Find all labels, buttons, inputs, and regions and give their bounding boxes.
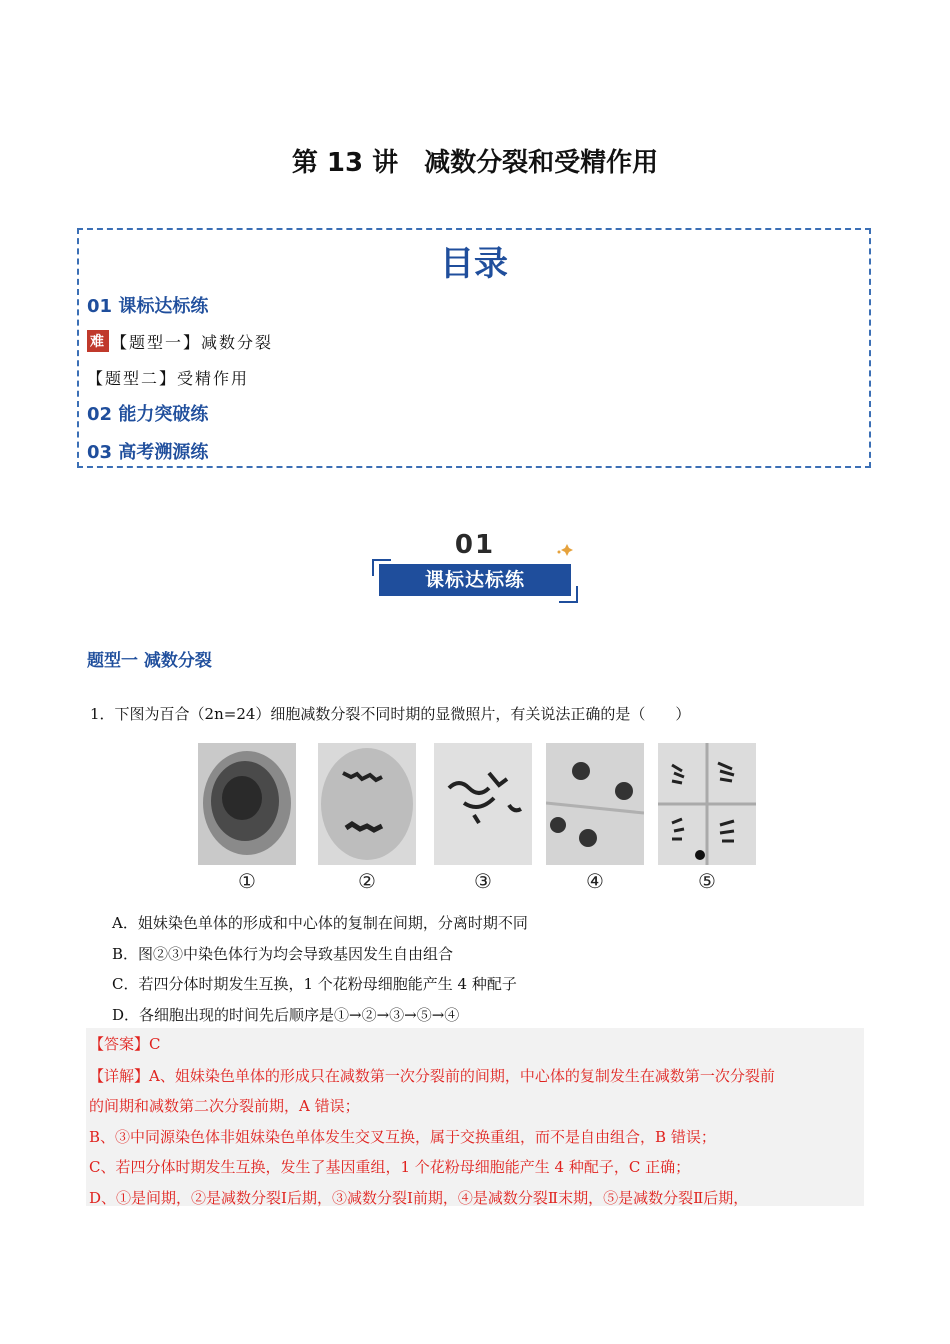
toc-item-standards[interactable]: 01 课标达标练 bbox=[87, 296, 209, 317]
answer-panel bbox=[86, 1028, 864, 1206]
toc-item-ability[interactable]: 02 能力突破练 bbox=[87, 404, 209, 425]
difficulty-badge: 难 bbox=[87, 330, 109, 352]
banner-number: 01 bbox=[454, 530, 496, 560]
option-d[interactable]: D．各细胞出现的时间先后顺序是①→②→③→⑤→④ bbox=[112, 1006, 460, 1024]
option-c[interactable]: C．若四分体时期发生互换，1 个花粉母细胞能产生 4 种配子 bbox=[112, 975, 517, 993]
micrograph-strip bbox=[198, 743, 758, 893]
micrograph-4 bbox=[546, 743, 644, 865]
explanation-line-4: C、若四分体时期发生互换，发生了基因重组，1 个花粉母细胞能产生 4 种配子，C 正确； bbox=[89, 1158, 691, 1176]
micrograph-label-3: ③ bbox=[474, 869, 492, 893]
explanation-line-2: 的间期和减数第二次分裂前期，A 错误； bbox=[89, 1097, 360, 1115]
toc-item-exam[interactable]: 03 高考溯源练 bbox=[87, 442, 209, 463]
explanation-line-3: B、③中同源染色体非姐妹染色单体发生交叉互换，属于交换重组，而不是自由组合，B 错误； bbox=[89, 1128, 716, 1146]
micrograph-3 bbox=[434, 743, 532, 865]
micrograph-label-1: ① bbox=[238, 869, 256, 893]
explanation-line-5: D、①是间期，②是减数分裂Ⅰ后期，③减数分裂Ⅰ前期，④是减数分裂Ⅱ末期，⑤是减数分裂Ⅱ后期， bbox=[89, 1189, 749, 1207]
micrograph-label-2: ② bbox=[358, 869, 376, 893]
micrograph-5 bbox=[658, 743, 756, 865]
option-a[interactable]: A．姐妹染色单体的形成和中心体的复制在间期，分离时期不同 bbox=[112, 914, 528, 932]
toc-heading: 目录 bbox=[440, 244, 508, 284]
section-title: 题型一 减数分裂 bbox=[87, 651, 212, 671]
answer-line: 【答案】C bbox=[89, 1035, 161, 1053]
option-b[interactable]: B．图②③中染色体行为均会导致基因发生自由组合 bbox=[112, 945, 454, 963]
micrograph-label-4: ④ bbox=[586, 869, 604, 893]
question-stem: 1．下图为百合（2n=24）细胞减数分裂不同时期的显微照片，有关说法正确的是（ ） bbox=[90, 705, 691, 723]
micrograph-label-5: ⑤ bbox=[698, 869, 716, 893]
explanation-line-1: 【详解】A、姐妹染色单体的形成只在减数第一次分裂前的间期，中心体的复制发生在减数第一次分裂前 bbox=[89, 1067, 775, 1085]
page-title: 第 13 讲 减数分裂和受精作用 bbox=[291, 148, 659, 178]
toc-item-type-one[interactable] bbox=[87, 330, 273, 353]
banner-label: 课标达标练 bbox=[424, 569, 525, 591]
toc-item-type-one-label: 【题型一】减数分裂 bbox=[111, 333, 274, 352]
toc-item-type-two[interactable]: 【题型二】受精作用 bbox=[87, 369, 250, 388]
micrograph-1 bbox=[198, 743, 296, 865]
section-banner bbox=[371, 530, 579, 606]
table-of-contents bbox=[77, 228, 871, 468]
micrograph-2 bbox=[318, 743, 416, 865]
